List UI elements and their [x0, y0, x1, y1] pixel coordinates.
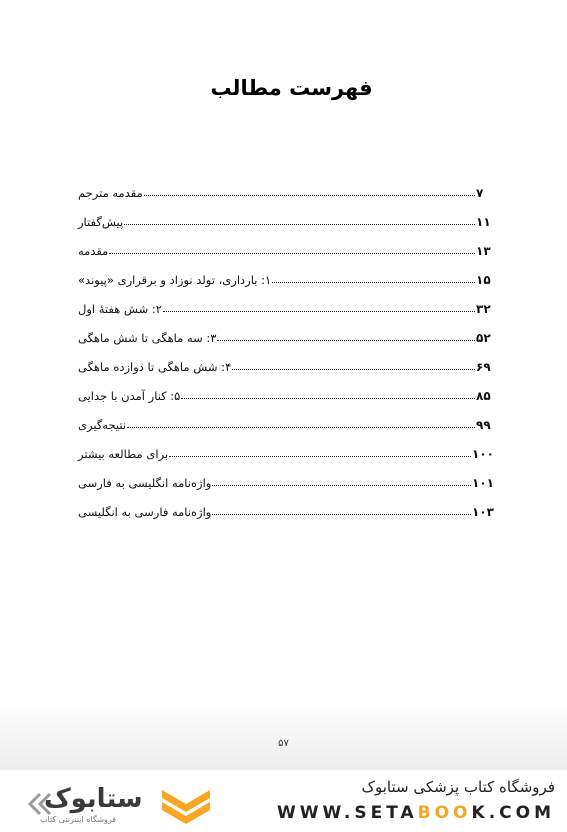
toc-entry-page: ۵۲: [476, 331, 491, 345]
toc-entry: [76, 374, 494, 403]
page-bottom-shadow: [0, 700, 567, 770]
toc-entry: [76, 345, 494, 374]
toc-leader-dots: [109, 253, 475, 254]
toc-entry-page: ۱۰۱: [472, 476, 494, 490]
toc-entry-title: مقدمه: [78, 244, 109, 258]
toc-entry-page: ۱۱: [476, 215, 491, 229]
logo-wordmark: ستابوک: [44, 784, 143, 814]
toc-entry: [76, 432, 494, 461]
toc-entry-title: ۵: کنار آمدن با جدایی: [78, 389, 181, 403]
page-title: فهرست مطالب: [210, 76, 373, 100]
toc-leader-dots: [127, 427, 475, 428]
toc-leader-dots: [212, 485, 471, 486]
url-highlight: OO: [434, 803, 472, 823]
toc-entry: [76, 171, 494, 200]
toc-entry-title: نتیجه‌گیری: [78, 418, 127, 432]
toc-entry-title: برای مطالعه بیشتر: [78, 447, 169, 461]
toc-leader-dots: [163, 311, 475, 312]
toc-entry: [76, 287, 494, 316]
toc-leader-dots: [169, 456, 471, 457]
toc-leader-dots: [232, 369, 475, 370]
toc-leader-dots: [212, 514, 471, 515]
toc-entry-title: ۱: بارداری، تولد نوزاد و برقراری «پیوند»: [78, 273, 272, 287]
toc-entry-page: ۱۳: [476, 244, 491, 258]
toc-entry-page: ۱۰۳: [472, 505, 494, 519]
toc-leader-dots: [124, 224, 475, 225]
url-highlight: B: [417, 803, 435, 823]
store-name: فروشگاه کتاب پزشکی ستابوک: [361, 778, 555, 796]
toc-entry: [76, 229, 494, 258]
toc-entry: [76, 258, 494, 287]
toc-entry-title: ۳: سه ماهگی تا شش ماهگی: [78, 331, 217, 345]
toc-entry-page: ۳۲: [476, 302, 491, 316]
toc-entry: [76, 403, 494, 432]
toc-entry-title: واژه‌نامه فارسی به انگلیسی: [78, 505, 212, 519]
table-of-contents: [76, 171, 494, 519]
toc-entry: [76, 316, 494, 345]
url-part: K.COM: [471, 803, 555, 823]
toc-entry-title: مقدمه مترجم: [78, 186, 143, 200]
toc-entry-title: پیش‌گفتار: [78, 215, 124, 229]
toc-leader-dots: [144, 195, 475, 196]
toc-entry-title: ۲: شش هفتهٔ اول: [78, 302, 162, 316]
store-url[interactable]: [277, 803, 555, 823]
toc-entry: [76, 490, 494, 519]
logo-subtitle: فروشگاه اینترنتی کتاب: [40, 815, 117, 824]
toc-entry-page: ۸۵: [476, 389, 491, 403]
toc-entry-page: ۹۹: [476, 418, 491, 432]
toc-leader-dots: [217, 340, 475, 341]
url-part: WWW.SETA: [277, 803, 418, 823]
toc-entry-page: ۷: [476, 186, 484, 200]
toc-entry: [76, 461, 494, 490]
toc-entry-page: ۶۹: [476, 360, 491, 374]
toc-entry-page: ۱۵: [476, 273, 491, 287]
toc-entry-title: ۴: شش ماهگی تا دوازده ماهگی: [78, 360, 232, 374]
toc-entry: [76, 200, 494, 229]
page-number: ۵۷: [278, 738, 289, 749]
toc-entry-page: ۱۰۰: [472, 447, 494, 461]
toc-leader-dots: [181, 398, 475, 399]
toc-leader-dots: [272, 282, 475, 283]
toc-entry-title: واژه‌نامه انگلیسی به فارسی: [78, 476, 212, 490]
